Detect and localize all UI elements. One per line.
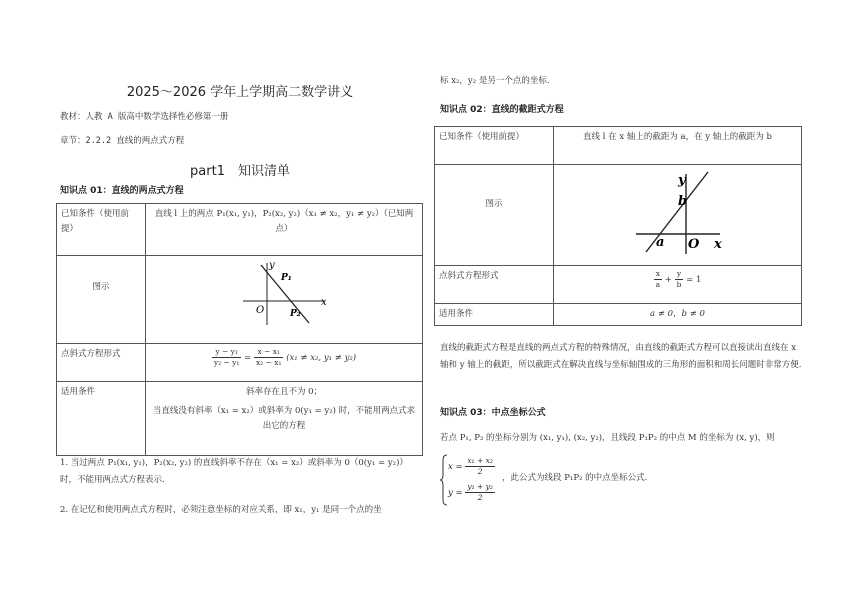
- kp3-heading: 知识点 03：中点坐标公式: [440, 408, 546, 418]
- p2-label: P₂: [290, 309, 301, 319]
- frac-num: x − x₁: [254, 347, 284, 358]
- kp2-r4-label: 适用条件: [435, 304, 554, 326]
- part-heading: part1 知识清单: [190, 164, 290, 179]
- two-point-line-figure: [239, 259, 329, 329]
- kp1-r3-label: 点斜式方程形式: [57, 344, 146, 382]
- frac-den: x₂ − x₁: [255, 358, 282, 367]
- condition-line-1: 斜率存在且不为 0；: [245, 387, 323, 397]
- continuation-line: 标 x₂，y₂ 是另一个点的坐标.: [440, 76, 550, 86]
- fraction-x-a: [654, 269, 662, 290]
- midpoint-y-row: [448, 482, 495, 503]
- y-equals: y =: [448, 488, 463, 498]
- kp1-r4-label: 适用条件: [57, 382, 146, 456]
- intercept-line-figure: [628, 168, 728, 256]
- kp1-r4-value: [146, 382, 423, 456]
- midpoint-x-row: [448, 456, 495, 477]
- equals-sign: =: [244, 353, 252, 363]
- frac-num: y₁ + y₂: [467, 482, 493, 491]
- kp1-r1-label: 已知条件（使用前提）: [57, 204, 146, 256]
- a-intercept-label: a: [655, 235, 664, 250]
- formula-tail: = 1: [686, 275, 702, 285]
- kp2-r2-label: 图示: [435, 165, 554, 266]
- kp2-r1-value: 直线 l 在 x 轴上的截距为 a，在 y 轴上的截距为 b: [554, 127, 802, 165]
- frac-num: x₁ + x₂: [467, 456, 493, 465]
- kp2-heading: 知识点 02：直线的截距式方程: [440, 105, 564, 115]
- origin-label: O: [256, 305, 265, 316]
- chapter-line: 章节：2.2.2 直线的两点式方程: [60, 136, 185, 146]
- kp1-figure-cell: [146, 256, 423, 344]
- x-axis-label: x: [713, 237, 722, 252]
- kp1-r2-label: 图示: [57, 256, 146, 344]
- fraction-x-mid: [465, 456, 495, 477]
- kp2-r3-label: 点斜式方程形式: [435, 266, 554, 304]
- kp3-text: 若点 P₁, P₂ 的坐标分别为 (x₁, y₁), (x₂, y₂)，且线段 P₁P₂ 的中点 M 的坐标为 (x, y)，则: [440, 433, 775, 443]
- note-2: 2. 在记忆和使用两点式方程时，必须注意坐标的对应关系，即 x₁，y₁ 是同一个点的坐: [60, 505, 382, 515]
- frac-den: b: [676, 280, 682, 289]
- fraction-y-mid: [465, 482, 495, 503]
- brace-icon: [440, 454, 448, 506]
- frac-num: y − y₁: [212, 347, 242, 358]
- note-1: 1. 当过两点 P₁(x₁, y₁)，P₂(x₂, y₂) 的直线斜率不存在（x₁ = x₂）或斜率为 0（0(y₁ = y₂)）时，不能用两点式方程表示.: [60, 458, 408, 485]
- frac-den: y₂ − y₁: [213, 358, 240, 367]
- intercept-paragraph: 直线的截距式方程是直线的两点式方程的特殊情况，由直线的截距式方程可以直接读出直线在 x 轴和 y 轴上的截距，所以截距式在解决直线与坐标轴围成的三角形的面积和周长问题时非常方便.: [440, 343, 802, 370]
- formula-condition: (x₁ ≠ x₂, y₁ ≠ y₂): [286, 353, 357, 363]
- page-title: 2025～2026 学年上学期高二数学讲义: [126, 85, 354, 100]
- frac-den: 2: [477, 467, 483, 476]
- x-axis-label: x: [321, 297, 327, 308]
- frac-num: y: [675, 269, 684, 280]
- y-axis-label: y: [269, 260, 275, 271]
- textbook-line: 教材：人教 A 版高中数学选择性必修第一册: [60, 112, 229, 122]
- kp2-r1-label: 已知条件（使用前提）: [435, 127, 554, 165]
- frac-den: 2: [477, 493, 483, 502]
- midpoint-formula: [440, 454, 806, 506]
- kp2-r4-value: a ≠ 0，b ≠ 0: [554, 304, 802, 326]
- origin-label: O: [687, 237, 699, 252]
- condition-line-2: 当直线没有斜率（x₁ = x₂）或斜率为 0(y₁ = y₂) 时，不能用两点式求出它的方程: [152, 406, 416, 431]
- midpoint-tail: ，此公式为线段 P₁P₂ 的中点坐标公式.: [502, 473, 648, 483]
- kp2-figure-cell: [554, 165, 802, 266]
- kp1-formula: [146, 344, 423, 382]
- frac-num: x: [654, 269, 662, 280]
- fraction-x: [254, 347, 284, 368]
- kp1-heading: 知识点 01：直线的两点式方程: [60, 186, 184, 196]
- fraction-y-b: [675, 269, 684, 290]
- kp1-r1-value: 直线 l 上的两点 P₁(x₁, y₁)，P₂(x₂, y₂)（x₁ ≠ x₂，y₁ ≠ y₂）（已知两点）: [146, 204, 423, 256]
- kp2-table: [434, 126, 802, 326]
- frac-den: a: [655, 280, 661, 289]
- x-equals: x =: [448, 462, 463, 472]
- fraction-y: [212, 347, 242, 368]
- y-axis-label: y: [677, 173, 686, 188]
- b-intercept-label: b: [677, 194, 687, 209]
- p1-label: P₁: [281, 273, 292, 283]
- plus-sign: +: [664, 275, 672, 285]
- kp1-table: [56, 203, 423, 456]
- kp2-formula: [554, 266, 802, 304]
